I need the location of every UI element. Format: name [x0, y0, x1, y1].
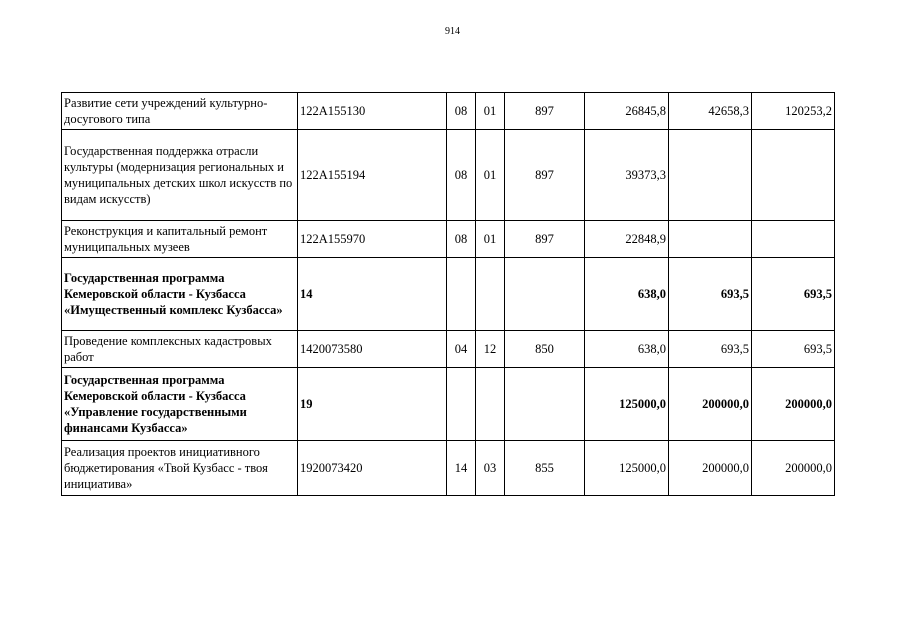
table-row — [62, 130, 835, 221]
expense-type-code: 897 — [505, 93, 585, 130]
target-code: 1920073420 — [298, 441, 447, 496]
target-code: 14 — [298, 258, 447, 331]
amount-year-3 — [752, 221, 835, 258]
expense-type-code: 850 — [505, 331, 585, 368]
amount-year-3 — [752, 130, 835, 221]
amount-year-1: 22848,9 — [585, 221, 669, 258]
section-code: 04 — [447, 331, 476, 368]
expense-type-code: 897 — [505, 130, 585, 221]
table-row — [62, 368, 835, 441]
section-code: 14 — [447, 441, 476, 496]
amount-year-2: 693,5 — [669, 258, 752, 331]
subsection-code: 01 — [476, 130, 505, 221]
table-row — [62, 93, 835, 130]
subsection-code: 01 — [476, 221, 505, 258]
target-code: 122A155130 — [298, 93, 447, 130]
amount-year-2 — [669, 221, 752, 258]
amount-year-2 — [669, 130, 752, 221]
amount-year-2: 200000,0 — [669, 368, 752, 441]
amount-year-3: 693,5 — [752, 331, 835, 368]
subsection-code — [476, 368, 505, 441]
amount-year-1: 638,0 — [585, 331, 669, 368]
target-code: 1420073580 — [298, 331, 447, 368]
section-code: 08 — [447, 130, 476, 221]
expense-type-code — [505, 368, 585, 441]
table-row — [62, 331, 835, 368]
program-name: Реализация проектов инициативного бюджетирования «Твой Кузбасс - твоя инициатива» — [62, 441, 298, 496]
section-code: 08 — [447, 93, 476, 130]
table-row — [62, 221, 835, 258]
program-name: Государственная поддержка отрасли культуры (модернизация региональных и муниципальных детских школ искусств по видам искусств) — [62, 130, 298, 221]
amount-year-1: 26845,8 — [585, 93, 669, 130]
program-name: Реконструкция и капитальный ремонт муниципальных музеев — [62, 221, 298, 258]
amount-year-2: 42658,3 — [669, 93, 752, 130]
amount-year-3: 120253,2 — [752, 93, 835, 130]
amount-year-2: 693,5 — [669, 331, 752, 368]
amount-year-1: 125000,0 — [585, 441, 669, 496]
expense-type-code: 897 — [505, 221, 585, 258]
subsection-code — [476, 258, 505, 331]
amount-year-1: 638,0 — [585, 258, 669, 331]
subsection-code: 01 — [476, 93, 505, 130]
amount-year-3: 200000,0 — [752, 368, 835, 441]
target-code: 122A155194 — [298, 130, 447, 221]
expense-type-code: 855 — [505, 441, 585, 496]
section-code: 08 — [447, 221, 476, 258]
expense-type-code — [505, 258, 585, 331]
amount-year-1: 39373,3 — [585, 130, 669, 221]
program-name: Проведение комплексных кадастровых работ — [62, 331, 298, 368]
section-code — [447, 258, 476, 331]
program-name: Государственная программа Кемеровской области - Кузбасса «Управление государственными финансами Кузбасса» — [62, 368, 298, 441]
page-number: 914 — [445, 26, 460, 37]
amount-year-3: 693,5 — [752, 258, 835, 331]
budget-table — [61, 92, 835, 496]
amount-year-1: 125000,0 — [585, 368, 669, 441]
amount-year-3: 200000,0 — [752, 441, 835, 496]
section-code — [447, 368, 476, 441]
table-row — [62, 258, 835, 331]
target-code: 19 — [298, 368, 447, 441]
target-code: 122A155970 — [298, 221, 447, 258]
program-name: Развитие сети учреждений культурно-досугового типа — [62, 93, 298, 130]
program-name: Государственная программа Кемеровской области - Кузбасса «Имущественный комплекс Кузбасса» — [62, 258, 298, 331]
table-row — [62, 441, 835, 496]
subsection-code: 03 — [476, 441, 505, 496]
amount-year-2: 200000,0 — [669, 441, 752, 496]
subsection-code: 12 — [476, 331, 505, 368]
